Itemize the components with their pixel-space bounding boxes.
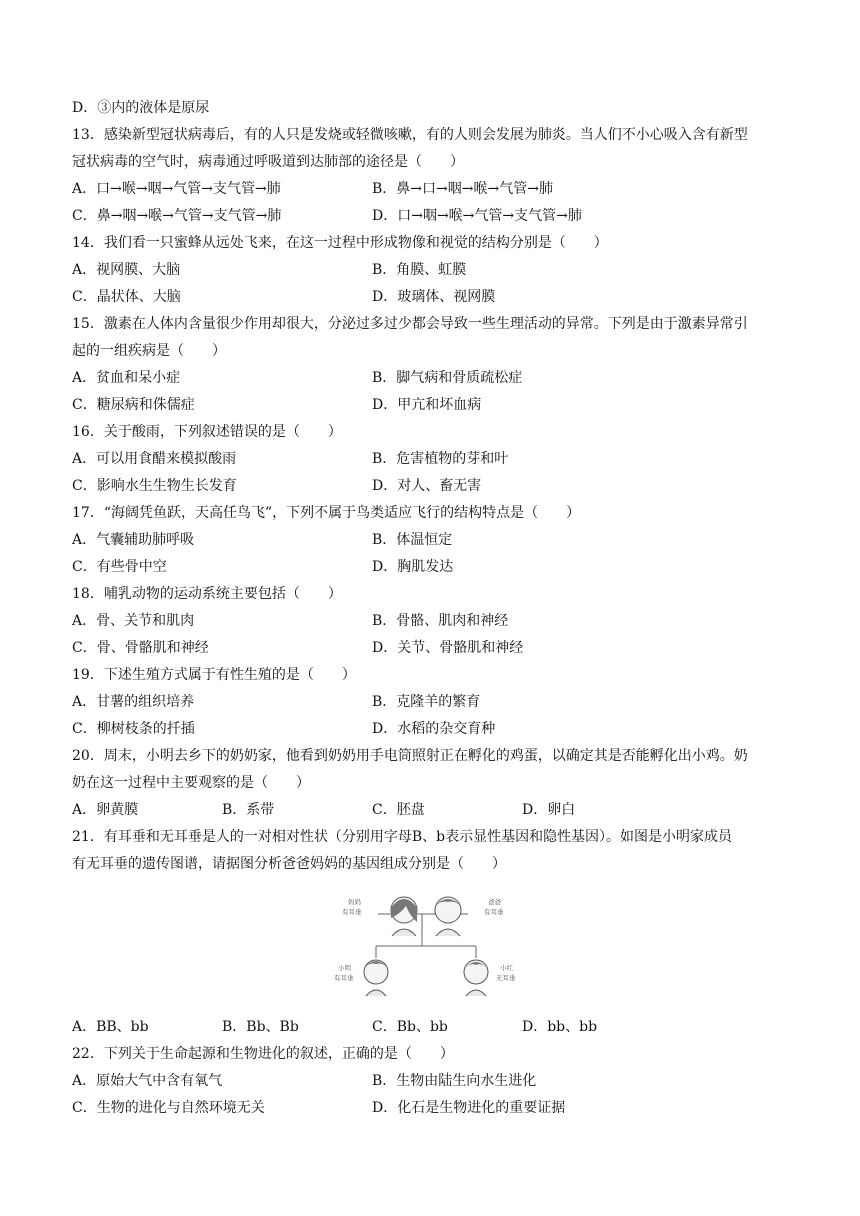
father-trait-label: 有耳垂 [484,908,504,916]
q19-option-a: A．甘薯的组织培养 [72,694,195,710]
q20-option-a: A．卵黄膜 [72,802,139,818]
q17-stem-line1: 17．“海阔凭鱼跃，天高任鸟飞”，下列不属于鸟类适应飞行的结构特点是（ ） [72,505,581,521]
child-xiaohong-figure-icon [464,960,488,996]
mother-figure-icon [391,897,417,936]
q14-option-d: D．玻璃体、视网膜 [372,289,496,305]
q18-option-d: D．关节、骨骼肌和神经 [372,640,524,656]
child-xiaoming-trait-label: 有耳垂 [334,974,354,982]
q14-option-b: B．角膜、虹膜 [372,262,467,278]
q21-option-b: B．Bb、Bb [222,1019,299,1035]
pedigree-figure [320,888,540,1000]
q14-option-c: C．晶状体、大脑 [72,289,181,305]
q17-option-c: C．有些骨中空 [72,559,167,575]
q21-stem-line2: 有无耳垂的遗传图谱，请据图分析爸爸妈妈的基因组成分别是（ ） [72,856,506,872]
q13-stem-line1: 13．感染新型冠状病毒后，有的人只是发烧或轻微咳嗽，有的人则会发展为肺炎。当人们不小心吸入含有新型 [72,127,748,143]
child-xiaoming-name-label: 小明 [338,964,351,972]
q22-option-b: B．生物由陆生向水生进化 [372,1073,537,1089]
q18-option-c: C．骨、骨骼肌和神经 [72,640,209,656]
q13-option-b: B．鼻→口→咽→喉→气管→肺 [372,181,553,197]
q19-option-d: D．水稻的杂交育种 [372,721,496,737]
q15-stem-line2: 起的一组疾病是（ ） [72,343,226,359]
q18-option-b: B．骨骼、肌肉和神经 [372,613,509,629]
father-name-label: 爸爸 [488,898,501,906]
q21-option-a: A．BB、bb [72,1019,149,1035]
q20-option-c: C．胚盘 [372,802,425,818]
q20-option-d: D．卵白 [522,802,576,818]
q14-stem-line1: 14．我们看一只蜜蜂从远处飞来，在这一过程中形成物像和视觉的结构分别是（ ） [72,235,608,251]
q15-option-b: B．脚气病和骨质疏松症 [372,370,523,386]
q15-option-d: D．甲亢和坏血病 [372,397,482,413]
q21-option-c: C．Bb、bb [372,1019,448,1035]
q17-option-a: A．气囊辅助肺呼吸 [72,532,195,548]
q17-option-d: D．胸肌发达 [372,559,454,575]
q18-stem-line1: 18．哺乳动物的运动系统主要包括（ ） [72,586,342,602]
q15-option-a: A．贫血和呆小症 [72,370,181,386]
child-xiaohong-trait-label: 无耳垂 [496,974,516,982]
q12-option-d: D．③内的液体是原尿 [72,100,210,116]
mother-name-label: 妈妈 [348,898,361,906]
q18-option-a: A．骨、关节和肌肉 [72,613,195,629]
q22-option-c: C．生物的进化与自然环境无关 [72,1100,265,1116]
q16-stem-line1: 16．关于酸雨，下列叙述错误的是（ ） [72,424,342,440]
q13-option-c: C．鼻→咽→喉→气管→支气管→肺 [72,208,282,224]
q15-option-c: C．糖尿病和侏儒症 [72,397,195,413]
child-xiaoming-figure-icon [364,960,388,996]
q19-stem-line1: 19．下述生殖方式属于有性生殖的是（ ） [72,667,356,683]
q16-option-b: B．危害植物的芽和叶 [372,451,509,467]
q15-stem-line1: 15．激素在人体内含量很少作用却很大，分泌过多过少都会导致一些生理活动的异常。下列是由于激素异常引 [72,316,748,332]
q21-option-d: D．bb、bb [522,1019,598,1035]
q13-option-d: D．口→咽→喉→气管→支气管→肺 [372,208,582,224]
mother-trait-label: 有耳垂 [342,908,362,916]
q16-option-c: C．影响水生生物生长发育 [72,478,237,494]
q13-option-a: A．口→喉→咽→气管→支气管→肺 [72,181,281,197]
q19-option-c: C．柳树枝条的扦插 [72,721,195,737]
q14-option-a: A．视网膜、大脑 [72,262,181,278]
q20-stem-line1: 20．周末，小明去乡下的奶奶家，他看到奶奶用手电筒照射正在孵化的鸡蛋，以确定其是否能孵化出小鸡。奶 [72,748,748,764]
father-figure-icon [435,897,461,936]
q22-stem-line1: 22．下列关于生命起源和生物进化的叙述，正确的是（ ） [72,1046,454,1062]
q17-option-b: B．体温恒定 [372,532,453,548]
q19-option-b: B．克隆羊的繁育 [372,694,481,710]
q22-option-d: D．化石是生物进化的重要证据 [372,1100,566,1116]
q20-stem-line2: 奶在这一过程中主要观察的是（ ） [72,775,310,791]
q21-stem-line1: 21．有耳垂和无耳垂是人的一对相对性状（分别用字母B、b表示显性基因和隐性基因）。如图是小明家成员 [72,829,733,845]
q13-stem-line2: 冠状病毒的空气时，病毒通过呼吸道到达肺部的途径是（ ） [72,154,464,170]
q16-option-d: D．对人、畜无害 [372,478,482,494]
children-link-line [376,914,476,958]
q16-option-a: A．可以用食醋来模拟酸雨 [72,451,237,467]
q22-option-a: A．原始大气中含有氧气 [72,1073,223,1089]
child-xiaohong-name-label: 小红 [500,964,513,972]
q20-option-b: B．系带 [222,802,275,818]
